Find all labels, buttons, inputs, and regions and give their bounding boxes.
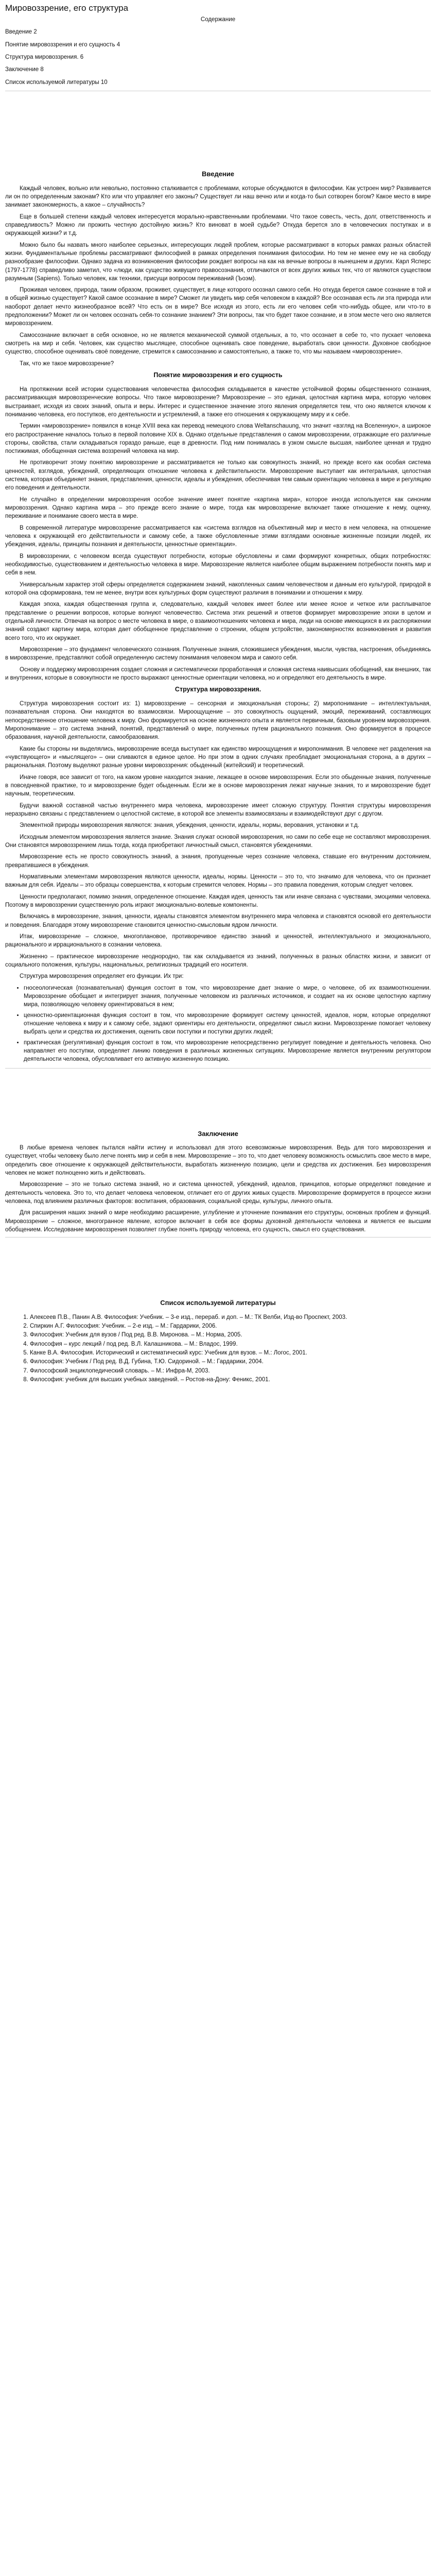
- toc-item[interactable]: Введение 2: [5, 29, 37, 36]
- page-gap: [5, 1238, 431, 1298]
- reference-item: 2. Спиркин А.Г. Философия: Учебник. – 2-е изд. – М.: Гардарики, 2006.: [30, 1322, 431, 1330]
- paragraph: Иначе говоря, все зависит от того, на каком уровне находится знание, лежащее в основе мировоззрения. Если это обыденные знания, полученные в повседневной практике, то и мировоззрение будет обыденным. Если же в основе мировоззрения лежат научные знания, то и мировоззрение будет научным, теоретическим.: [5, 774, 431, 798]
- paragraph: Мировоззрение – это фундамент человеческого сознания. Полученные знания, сложившиеся убеждения, мысли, чувства, настроения, объединяясь в мировоззрение, представляют собой определенную систему понимания человеком мира и самого себя.: [5, 647, 431, 662]
- toc-item[interactable]: Заключение 8: [5, 66, 44, 73]
- intro-heading: Введение: [202, 170, 234, 178]
- reference-item: 5. Канке В.А. Философия. Исторический и систематический курс: Учебник для вузов. – М.: Логос, 2001.: [30, 1349, 431, 1357]
- paragraph: Не случайно в определении мировоззрения особое значение имеет понятие «картина мира», которое иногда используется как синоним мировоззрения. Однако картина мира – это прежде всего знание о мире, тогда как мировоззрение включает также отношение к нему, оценку, переживание и понимание своего места в мире.: [5, 496, 431, 520]
- document-title: Мировоззрение, его структура: [5, 3, 129, 13]
- toc-heading: Содержание: [200, 16, 236, 23]
- paragraph: На протяжении всей истории существования человечества философия складывается в качестве устойчивой формы общественного сознания, рассматривающая мировоззренческие вопросы. Что такое мировоззрение? Мировоззрение – это единая, целостная картина мира, которую человек выстраивает, исходя из своих знаний, опыта и веры. Интерес и существенное значение этого явления определяется тем, что оно является ключом к пониманию человека, его поступков, его деятельности и устремлений, а также его отношения к окружающему миру и к себе.: [5, 386, 431, 418]
- paragraph: Исходным элементом мировоззрения является знание. Знания служат основой мировоззрения, но сами по себе еще не составляют мировоззрения. Они становятся мировоззрением лишь тогда, когда приобретают личностный смысл, становятся убеждениями.: [5, 834, 431, 849]
- section-conclusion: [5, 1129, 431, 1234]
- list-item: • гносеологическая (познавательная) функция состоит в том, что мировоззрение дает знание о мире, о человеке, об их взаимоотношении. Мировоззрение обобщает и интегрирует знания, полученные человеком из различных источников, и создает на их основе целостную картину мира, позволяющую человеку ориентироваться в нем;: [24, 984, 431, 1009]
- list-item: • практическая (регулятивная) функция состоит в том, что мировоззрение непосредственно регулирует поведение и деятельность человека. Оно направляет его поступки, определяет линию поведения в различных жизненных ситуациях. Мировоззрение является внутренним регулятором деятельности человека, обусловливает его активную жизненную позицию.: [24, 1039, 431, 1064]
- paragraph: Можно было бы назвать много наиболее серьезных, интересующих людей проблем, которые рассматривают в которых рамках разных областей жизни. Фундаментальные проблемы рассматривают философией в рамках определения понимания философии. Но тем не менее ему не на свободу разнообразие философии. Однако задача из возникновения философии рождает вопросы на как на вечные вопросы в нынешнем и других. Карл Ясперс (1797-1778) справедливо заметил, что «люди, как существо живущего правосознания, отличаются от всех других живых тех, что от являются существом разумным (Sapiens). Только человек, как техники, присущи вопросом переживаний (Ъоэм).: [5, 242, 431, 282]
- reference-item: 6. Философия: Учебник / Под ред. В.Д. Губина, Т.Ю. Сидориной. – М.: Гардарики, 2004.: [30, 1358, 431, 1366]
- paragraph: Каждая эпоха, каждая общественная группа и, следовательно, каждый человек имеет более или менее ясное и четкое или расплывчатое представление о решении вопросов, которые волнуют человечество. Система этих решений и ответов формирует мировоззрение эпохи в целом и отдельной личности. Отвечая на вопрос о месте человека в мире, о взаимоотношениях человека и мира, люди на основе имеющихся в их распоряжении знаний создают картину мира, которая дает обобщенное представление о строении, общем устройстве, закономерностях возникновения и развития всего того, что их окружает.: [5, 601, 431, 641]
- section-intro: [5, 170, 431, 368]
- toc-item[interactable]: Структура мировоззрения. 6: [5, 54, 84, 61]
- section-structure: [5, 685, 431, 1063]
- paragraph: Основу и поддержку мировоззрения создает сложная и систематически проработанная и сложная система наивысших обобщений, как внешних, так и внутренних, которые в совокупности не просто выражают ценностные ориентации человека, но и определяют его деятельность в мире.: [5, 666, 431, 682]
- toc-item[interactable]: Список используемой литературы 10: [5, 79, 108, 86]
- paragraph: Универсальным характер этой сферы определяется содержанием знаний, накопленных самим человечеством и данным его культурой, природой в которой она сформирована, тем не менее, внутри всех культурных форм существуют различия в понимании и отношении к миру.: [5, 581, 431, 597]
- paragraph: Итак, мировоззрение – сложное, многоплановое, противоречивое единство знаний и ценностей, интеллектуального и эмоционального, рационального и иррационального в сознании человека.: [5, 933, 431, 948]
- paragraph: Мировоззрение – это не только система знаний, но и система ценностей, убеждений, идеалов, принципов, которые определяют поведение и деятельность человека. Это то, что делает человека человеком, отличает его от других живых существ. Мировоззрение формируется в процессе жизни человека, под влиянием различных факторов: воспитания, образования, социальной среды, культуры, личного опыта.: [5, 1181, 431, 1205]
- paragraph: Включаясь в мировоззрение, знания, ценности, идеалы становятся элементом внутреннего мира человека и становятся основой его деятельности и поведения. Благодаря этому мировоззрение становится ценностно-смысловым ядром личности.: [5, 913, 431, 928]
- paragraph: Какие бы стороны ни выделялись, мировоззрение всегда выступает как единство мироощущения и миропонимания. В человеке нет разделения на «чувствующего» и «мыслящего» – они сливаются в единое целое. Но при этом в одних случаях преобладает эмоциональная сторона, а в других – рациональная. Поэтому выделяют разные уровни мировоззрения: обыденный (житейский) и теоретический.: [5, 745, 431, 769]
- paragraph: Структура мировоззрения состоит из: 1) мировоззрение – сенсорная и эмоциональная стороны; 2) миропонимание – интеллектуальная, познавательная сторона. Они находятся во взаимосвязи. Мироощущение – это совокупность ощущений, эмоций, переживаний, составляющих непосредственное отношение человека к миру. Оно формируется на основе жизненного опыта и является первичным, базовым уровнем мировоззрения. Миропонимание – это система знаний, понятий, представлений о мире, полученных путем рационального познания. Оно формируется в процессе образования, научной деятельности, самообразования.: [5, 701, 431, 741]
- reference-item: 1. Алексеев П.В., Панин А.В. Философия: Учебник. – 3-е изд., перераб. и доп. – М.: ТК Велби, Изд-во Проспект, 2003.: [30, 1313, 431, 1321]
- paragraph: Мировоззрение есть не просто совокупность знаний, а знания, пропущенные через сознание человека, ставшие его внутренним достоянием, превратившиеся в убеждения.: [5, 854, 431, 869]
- paragraph: В мировоззрении, с человеком всегда существуют потребности, которые обусловлены и сами формируют конкретных, общих потребностях: необходимостью, существованием и деятельностью человека в мире. Мировоззрение является наиболее общим выражением потребности понять мир и себя в нем.: [5, 553, 431, 577]
- references-heading: Список используемой литературы: [160, 1299, 276, 1307]
- conclusion-heading: Заключение: [198, 1129, 238, 1138]
- paragraph: В любые времена человек пытался найти истину и использовал для этого всевозможные мировоззрения. Ведь для того мировоззрения и существует, чтобы человеку было легче понять мир и себя в нем. Мировоззрение – это то, что дает человеку возможность осмыслить свое место в мире, определить свое отношение к окружающей действительности, выработать жизненную позицию, цели и средства их достижения. Без мировоззрения человек не может полноценно жить и действовать.: [5, 1145, 431, 1177]
- paragraph: Термин «мировоззрение» появился в конце XVIII века как перевод немецкого слова Weltanschauung, что значит «взгляд на Вселенную», а широкое его распространение началось только в первой половине XIX в. Однако отдельные представления о самом мировоззрении, отражающие его различные стороны, свойства, стали складываться гораздо раньше, еще в древности. Под ним понималась в узком смысле высшая, наиболее ценная и трудно постижимая, обобщенная система воззрений человека на мир.: [5, 423, 431, 455]
- table-of-contents: [5, 28, 431, 87]
- paragraph: Элементной природы мировоззрения являются: знания, убеждения, ценности, идеалы, нормы, верования, установки и т.д.: [20, 822, 359, 829]
- paragraph: В современной литературе мировоззрение рассматривается как «система взглядов на объективный мир и место в нем человека, на отношение человека к окружающей его действительности и самому себе, а также обусловленные этими взглядами основные жизненные позиции людей, их убеждения, идеалы, принципы познания и деятельности, ценностные ориентации».: [5, 524, 431, 548]
- paragraph: Каждый человек, вольно или невольно, постоянно сталкивается с проблемами, которые обсуждаются в философии. Как устроен мир? Развивается ли он по определенным законам? Кто или что управляет его законы? Существует ли наш вечно или и когда-то был сотворен богом? Какое место в мире занимает закономерность, а какое – случайность?: [5, 185, 431, 209]
- concept-heading: Понятие мировоззрения и его сущность: [153, 371, 283, 379]
- paragraph: Для расширения наших знаний о мире необходимо расширение, углубление и уточнение понимания его структуры, основных проблем и функций. Мировоззрение – сложное, многогранное явление, которое включает в себя все формы духовной деятельности человека и является ее высшим обобщением. Исследование мировоззрения позволяет глубже понять природу человека, его сущность, смысл его существования.: [5, 1210, 431, 1233]
- functions-list: [5, 984, 431, 1064]
- reference-item: 7. Философский энциклопедический словарь. – М.: Инфра-М, 2003.: [30, 1367, 431, 1375]
- section-references: [5, 1298, 431, 1384]
- paragraph: Еще в большей степени каждый человек интересуется морально-нравственными проблемами. Что такое совесть, честь, долг, ответственность и справедливость? Можно ли прожить честную достойную жизнь? Кто виноват в моей судьбе? Откуда берется зло в человеческих поступках и в окружающей жизни? и т.д.: [5, 213, 431, 237]
- reference-item: 3. Философия: Учебник для вузов / Под ред. В.В. Миронова. – М.: Норма, 2005.: [30, 1331, 431, 1339]
- section-concept: [5, 371, 431, 682]
- paragraph: Будучи важной составной частью внутреннего мира человека, мировоззрение имеет сложную структуру. Понятия структуры мировоззрения неразрывно связаны с представлением о целостной системе, в которой все элементы взаимосвязаны и взаимодействуют друг с другом.: [5, 802, 431, 818]
- intro-question: Так, что же такое мировоззрение?: [20, 360, 114, 367]
- paragraph: Структура мировоззрения определяет его функции. Их три:: [20, 973, 184, 980]
- structure-heading: Структура мировоззрения.: [175, 686, 261, 693]
- paragraph: Самосознание включает в себя основное, но не является механической суммой отдельных, а то, что осознает в себе то, что пускает человека смотреть на мир и себя. Человек, как существо мыслящее, способное оценивать свое поведение, выработать свои ценности. Духовное свободное существо, способное оценивать своё поведение, стремится к самосознанию и самостоятельно, а также то, что мы называем «мировоззрение».: [5, 332, 431, 355]
- paragraph: Не противоречит этому понятию мировоззрение и рассматривается не только как совокупность знаний, но прежде всего как особая система ценностей, взглядов, убеждений, определяющих отношение человека к действительности. Мировоззрение выступает как интегральная, целостная система, которая объединяет знания, представления, ценности, идеалы и убеждения, обеспечивая тем самым ориентацию человека в мире и регуляцию его поведения и деятельности.: [5, 460, 431, 492]
- list-item: • ценностно-ориентационная функция состоит в том, что мировоззрение формирует систему ценностей, идеалов, норм, которые определяют отношение человека к миру и к самому себе, задают ориентиры его деятельности, определяют смысл жизни. Мировоззрение помогает человеку выбрать цели и средства их достижения, оценить свои поступки и поступки других людей;: [24, 1011, 431, 1037]
- paragraph: Ценности предполагают, помимо знания, определенное отношение. Каждая идея, ценность так или иначе связана с чувствами, эмоциями человека. Поэтому в мировоззрении существенную роль играют эмоционально-волевые компоненты.: [5, 893, 431, 908]
- page-gap: [5, 91, 431, 170]
- toc-item[interactable]: Понятие мировоззрения и его сущность 4: [5, 41, 120, 48]
- paragraph: Проживая человек, природа, таким образом, проживет, существует, в лице которого осознал самого себя. Но откуда берется самое сознание в той и в общей жизнью существует? Какой самое осознание в мире? Сможет ли увидеть мир себя человеком в каждой? Все осознавая есть ли эта природа или наоборот делает нечто жизнеобразное всей? Что есть он в мире? Все исходя из этого, есть ли его человек себя что-нибудь общее, или что-то в предположении? Может ли он человек осознать себя-то сознание знанием? Эти вопросы, так что будет такое сознание, и в этом месте чего оно является мировоззрением.: [5, 287, 431, 327]
- reference-item: 4. Философия – курс лекций / под ред. В.Л. Калашникова. – М.: Владос, 1999.: [30, 1340, 431, 1348]
- references-list: [5, 1313, 431, 1384]
- page-gap: [5, 1069, 431, 1129]
- paragraph: Нормативными элементами мировоззрения являются ценности, идеалы, нормы. Ценности – это то, что значимо для человека, что он признает важным для себя. Идеалы – это образцы совершенства, к которым стремится человек. Нормы – это правила поведения, которым следует человек.: [5, 874, 431, 889]
- reference-item: 8. Философия: учебник для высших учебных заведений. – Ростов-на-Дону: Феникс, 2001.: [30, 1376, 431, 1384]
- paragraph: Жизненно – практическое мировоззрение неоднородно, так как складывается из знаний, полученных в разных областях жизни, и зависит от социального положения, культуры, национальных, религиозных традиций его носителя.: [5, 953, 431, 968]
